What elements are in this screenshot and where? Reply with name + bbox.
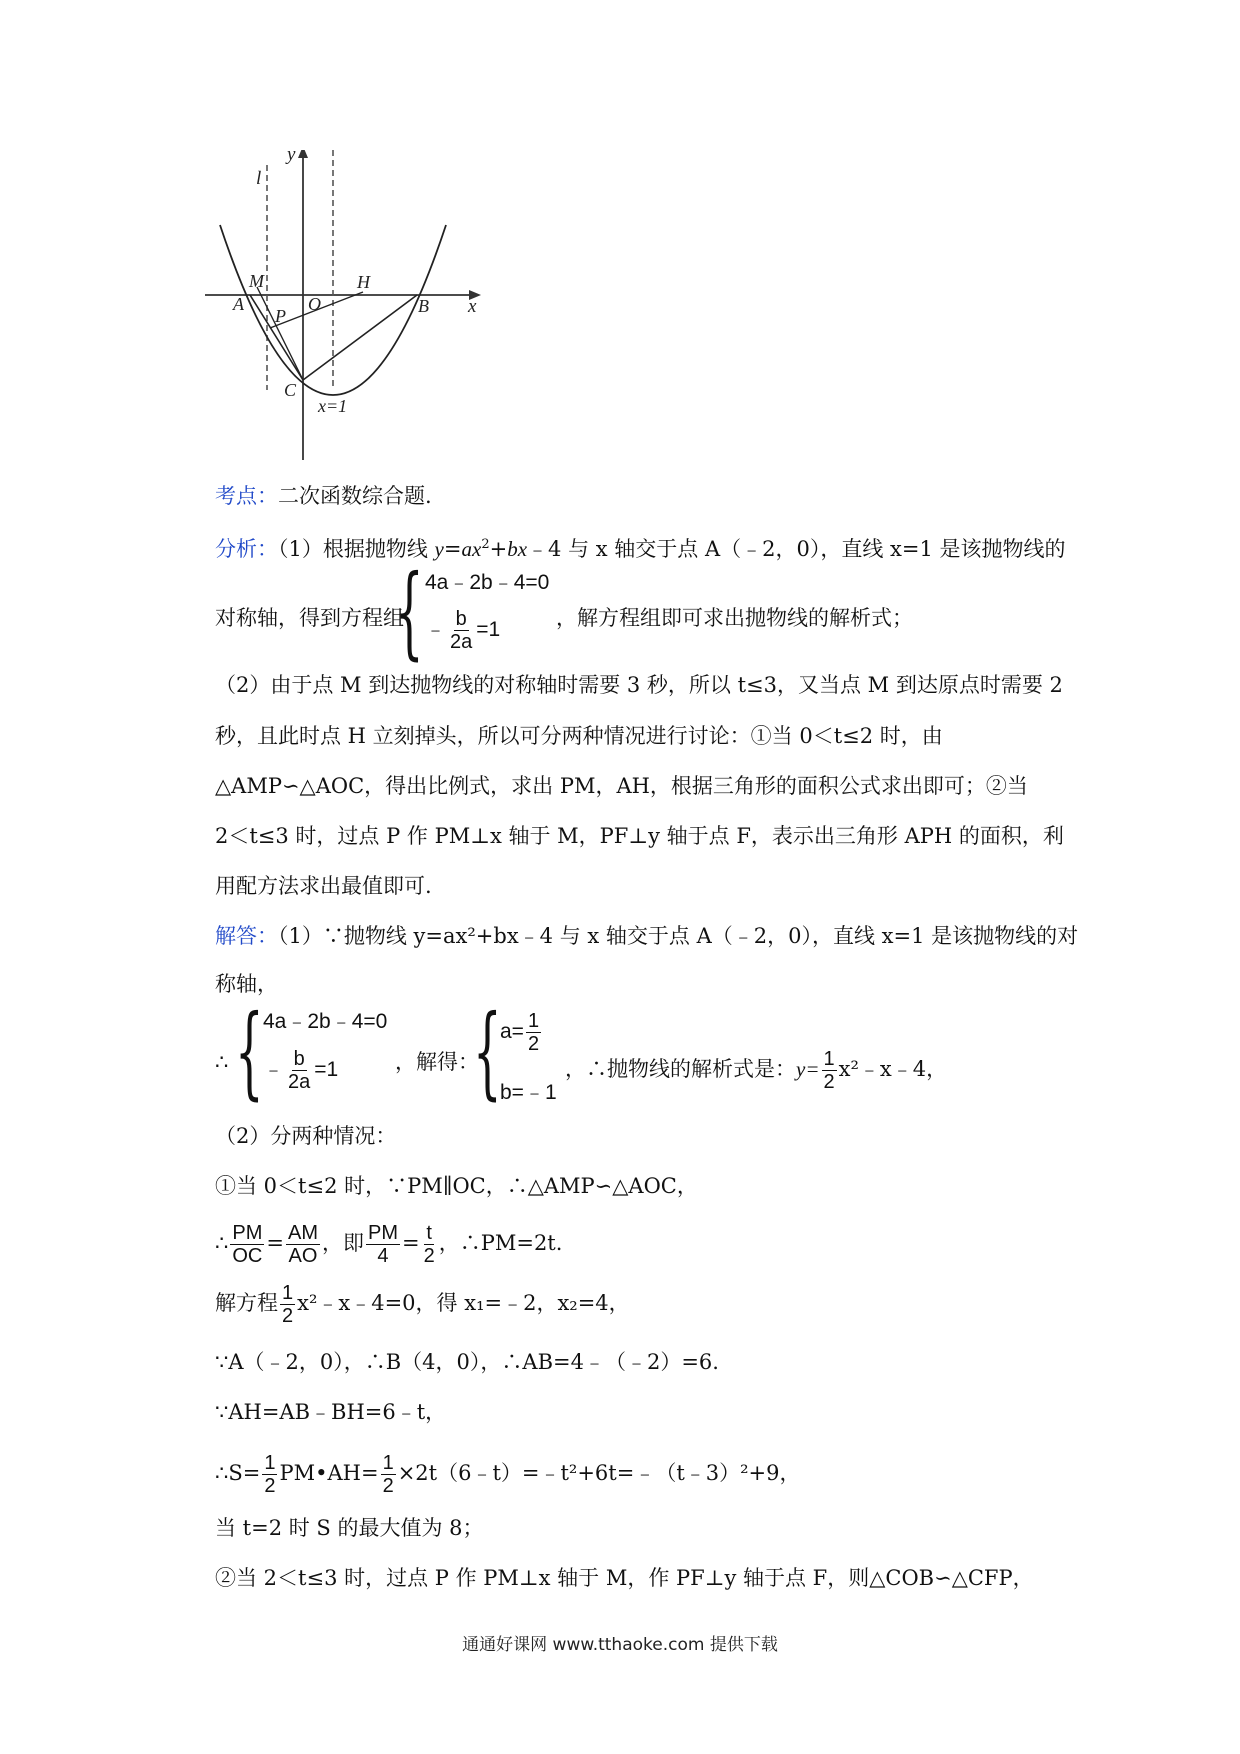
r2-d: 2 — [423, 1245, 435, 1267]
fenxi-eq2: ﹣ $\frac{b}{2a}$ =1 — [425, 608, 501, 653]
jieda-result — [565, 1048, 947, 1093]
fenxi-l2-pre: 对称轴，得到方程组 — [215, 606, 404, 630]
solve-den: 2 — [282, 1305, 294, 1327]
footer: 通通好课网 www.tthaoke.com 提供下载 — [462, 1635, 778, 1655]
r1-c: AM — [287, 1222, 318, 1244]
jieda-eq1: 4a﹣2b﹣4=0 — [263, 1010, 388, 1033]
s-mid1: PM•AH= — [279, 1461, 379, 1485]
ji: ，即 — [321, 1231, 364, 1255]
fenxi-l1b: 与 x 轴交于点 A（﹣2，0），直线 x=1 是该抛物线的 — [568, 537, 1066, 561]
label-H: H — [357, 272, 370, 292]
r1-b: OC — [232, 1245, 263, 1267]
brace-2: { — [235, 993, 264, 1110]
jieda-b-eq: b=﹣1 — [500, 1081, 557, 1104]
y-eq: y= — [796, 1057, 820, 1081]
jieda-ratio: ∴ $\frac{PM}{OC}$ = $\frac{AM}{AO}$ ，即 $\frac{PM}{4}$ = $\frac{t}{2}$ ，∴PM=2t. — [215, 1222, 563, 1267]
brace-3: { — [473, 993, 502, 1110]
jieda-eq2: ﹣ $\frac{b}{2a}$ =1 — [263, 1048, 339, 1093]
a-eq-label: a= — [500, 1020, 524, 1044]
fenxi-line-2 — [215, 604, 913, 632]
s-num-1: 1 — [264, 1452, 276, 1474]
jieda-max: 当 t=2 时 S 的最大值为 8； — [215, 1516, 484, 1540]
fenxi-line-5: △AMP∽△AOC，得出比例式，求出 PM，AH，根据三角形的面积公式求出即可；②当 — [215, 774, 1028, 798]
kaodian-text: 二次函数综合题. — [278, 484, 432, 508]
jieda-c2: ②当 2＜t≤3 时，过点 P 作 PM⊥x 轴于 M，作 PF⊥y 轴于点 F，则△COB∽△CFP， — [215, 1566, 1034, 1590]
jieda-line-2: 称轴， — [215, 972, 278, 996]
jieda-solve — [215, 1282, 630, 1327]
label-O: O — [308, 294, 321, 314]
s-num-2: 1 — [382, 1452, 394, 1474]
fenxi-eq2-num: b — [455, 608, 467, 630]
jieda-eq2-den: 2a — [288, 1071, 311, 1093]
fenxi-l1a: （1）根据抛物线 — [278, 537, 435, 561]
result-pre: ，∴抛物线的解析式是： — [565, 1057, 796, 1081]
label-l: l — [256, 168, 262, 189]
fenxi-l2-post: ，解方程组即可求出抛物线的解析式； — [556, 606, 913, 630]
jieda-line-1 — [215, 922, 1078, 950]
label-M: M — [249, 271, 264, 291]
label-C: C — [284, 380, 297, 400]
jieda-label: 解答： — [215, 924, 278, 948]
result-num: 1 — [823, 1048, 835, 1070]
jieda-eq2-num: b — [293, 1048, 305, 1070]
fenxi-line-3: （2）由于点 M 到达抛物线的对称轴时需要 3 秒，所以 t≤3，又当点 M 到达原点时需要 2 — [215, 673, 1063, 697]
r2-b: 4 — [377, 1245, 389, 1267]
result-den: 2 — [823, 1071, 835, 1093]
jieda-a-eq — [500, 1010, 543, 1055]
label-axis-x1: x=1 — [318, 396, 348, 416]
jieda-c1: ①当 0＜t≤2 时，∵PM∥OC，∴△AMP∽△AOC， — [215, 1174, 698, 1198]
r1-d: AO — [288, 1245, 318, 1267]
s-den-1: 2 — [264, 1475, 276, 1497]
fenxi-eq1: 4a﹣2b﹣4=0 — [425, 571, 550, 594]
jieda-l1: （1）∵抛物线 y=ax²+bx﹣4 与 x 轴交于点 A（﹣2，0），直线 x=1 是该抛物线的对 — [278, 924, 1079, 948]
solve-post: x²﹣x﹣4=0，得 x₁=﹣2，x₂=4， — [297, 1291, 630, 1315]
fenxi-line-4: 秒，且此时点 H 立刻掉头，所以可分两种情况进行讨论：①当 0＜t≤2 时，由 — [215, 724, 943, 748]
solve-num: 1 — [282, 1282, 294, 1304]
r2-c: t — [426, 1222, 432, 1244]
fenxi-label: 分析： — [215, 537, 278, 561]
label-B: B — [418, 296, 429, 316]
solve-pre: 解方程 — [215, 1291, 278, 1315]
s-pre: ∴S= — [215, 1461, 261, 1485]
jieda-ah: ∵AH=AB﹣BH=6﹣t， — [215, 1400, 447, 1424]
parabola-figure — [205, 150, 545, 470]
jieda-s — [215, 1452, 801, 1497]
kaodian-label: 考点： — [215, 484, 278, 508]
s-den-2: 2 — [382, 1475, 394, 1497]
label-P: P — [275, 306, 286, 326]
s-mid2: ×2t（6﹣t）=﹣t²+6t=﹣（t﹣3）²+9， — [397, 1461, 801, 1485]
jieda-jiede: ，解得： — [395, 1050, 479, 1074]
r2-a: PM — [367, 1222, 398, 1244]
jieda-p2: （2）分两种情况： — [215, 1124, 397, 1148]
fenxi-eq2-den: 2a — [450, 631, 473, 653]
jieda-therefore: ∴ — [215, 1050, 229, 1074]
label-A: A — [233, 294, 244, 314]
jieda-ab: ∵A（﹣2，0），∴B（4，0），∴AB=4﹣（﹣2）=6. — [215, 1350, 719, 1374]
a-num: 1 — [527, 1010, 540, 1032]
label-y: y — [287, 150, 296, 165]
fenxi-eq2-tail: =1 — [476, 618, 501, 642]
pm-result: ，∴PM=2t. — [438, 1231, 563, 1255]
fenxi-line-1: 分析：（1）根据抛物线 $y=ax^2+bx﹣4$ 与 x 轴交于点 A（﹣2，0），直线 x=1 是该抛物线的 — [215, 537, 1066, 561]
label-x: x — [468, 296, 477, 317]
r1-a: PM — [232, 1222, 263, 1244]
a-den: 2 — [527, 1033, 540, 1055]
fenxi-line-6: 2＜t≤3 时，过点 P 作 PM⊥x 轴于 M，PF⊥y 轴于点 F，表示出三角形 APH 的面积，利 — [215, 824, 1064, 848]
fenxi-line-7: 用配方法求出最值即可. — [215, 874, 432, 898]
result-tail: x²﹣x﹣4， — [838, 1057, 948, 1081]
kaodian-line — [215, 482, 432, 510]
brace-1: { — [395, 553, 424, 670]
jieda-eq2-tail: =1 — [314, 1058, 339, 1082]
